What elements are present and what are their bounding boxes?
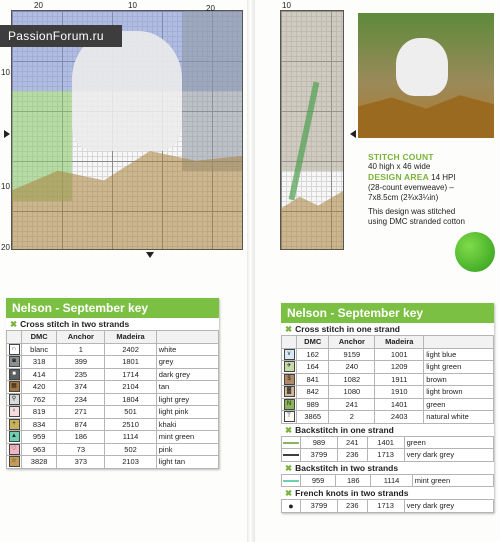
french-knot-icon: ●	[282, 500, 301, 513]
table-row	[282, 361, 494, 374]
symbol-swatch: ◙	[9, 356, 20, 367]
dmc-cell: 162	[297, 348, 329, 361]
axis-number: 10	[1, 182, 10, 191]
madeira-cell: 502	[105, 443, 156, 456]
key-title: Nelson - September key	[6, 298, 219, 318]
color-name-cell: grey	[156, 356, 218, 369]
column-header: DMC	[22, 331, 57, 344]
table-row	[7, 381, 219, 394]
color-name-cell: tan	[156, 381, 218, 394]
color-name-cell: very dark grey	[404, 500, 493, 513]
dmc-cell: 841	[297, 373, 329, 386]
color-name-cell: green	[424, 398, 494, 411]
color-name-cell: mint green	[156, 431, 218, 444]
symbol-swatch: ■	[9, 369, 20, 380]
cross-icon: ✖	[10, 319, 18, 329]
page-gutter	[247, 0, 255, 542]
center-arrow-icon	[4, 130, 10, 138]
column-header	[7, 331, 22, 344]
anchor-cell: 399	[57, 356, 105, 369]
color-name-cell: natural white	[424, 411, 494, 424]
table-row	[282, 436, 494, 449]
key-table-right	[281, 303, 494, 513]
axis-number: 10	[282, 1, 291, 10]
dmc-cell: 414	[22, 368, 57, 381]
dmc-cell: 3799	[301, 449, 338, 462]
madeira-cell: 1001	[375, 348, 424, 361]
table-row	[7, 418, 219, 431]
stitched-design-photo	[358, 13, 494, 138]
dmc-cell: 3828	[22, 456, 57, 469]
column-header: Anchor	[329, 336, 375, 349]
anchor-cell: 1082	[329, 373, 375, 386]
color-name-cell: mint green	[412, 474, 493, 487]
section-heading: ✖ Backstitch in two strands	[285, 462, 399, 473]
section-heading: ✖ Cross stitch in two strands	[10, 319, 130, 329]
table-row	[7, 393, 219, 406]
anchor-cell: 241	[337, 436, 367, 449]
dmc-cell: 3799	[301, 500, 338, 513]
column-header	[156, 331, 218, 344]
thread-table	[281, 436, 494, 462]
anchor-cell: 874	[57, 418, 105, 431]
table-row	[282, 373, 494, 386]
section-heading: ✖ French knots in two strands	[285, 488, 409, 498]
color-name-cell: light grey	[156, 393, 218, 406]
table-row	[7, 443, 219, 456]
stitched-note: This design was stitched using DMC stranded cotton	[368, 207, 465, 226]
column-header	[282, 336, 297, 349]
dmc-cell: 834	[22, 418, 57, 431]
design-area-label: DESIGN AREA	[368, 172, 429, 182]
stitch-count-value: 40 high x 46 wide	[368, 162, 431, 171]
color-name-cell: light tan	[156, 456, 218, 469]
column-header: DMC	[297, 336, 329, 349]
table-row	[7, 431, 219, 444]
design-info	[368, 152, 496, 227]
color-name-cell: pink	[156, 443, 218, 456]
symbol-swatch: ⊤	[284, 411, 295, 422]
axis-number: 10	[128, 1, 137, 10]
madeira-cell: 2103	[105, 456, 156, 469]
color-name-cell: very dark grey	[404, 449, 493, 462]
symbol-swatch: v	[284, 349, 295, 360]
anchor-cell: 271	[57, 406, 105, 419]
color-name-cell: light blue	[424, 348, 494, 361]
anchor-cell: 236	[337, 500, 367, 513]
table-header-row	[7, 331, 219, 344]
column-header: Madeira	[105, 331, 156, 344]
madeira-cell: 1114	[105, 431, 156, 444]
table-row	[7, 406, 219, 419]
wall-region	[182, 11, 242, 171]
table-row	[282, 398, 494, 411]
symbol-swatch: ☆	[9, 456, 20, 467]
cross-icon: ✖	[285, 424, 293, 435]
symbol-swatch: ⚲	[9, 394, 20, 405]
madeira-cell: 1401	[367, 436, 404, 449]
thread-table	[281, 335, 494, 424]
madeira-cell: 2403	[375, 411, 424, 424]
table-row	[282, 386, 494, 399]
anchor-cell: 234	[57, 393, 105, 406]
dmc-cell: 989	[297, 398, 329, 411]
table-row	[282, 411, 494, 424]
madeira-cell: 1114	[371, 474, 412, 487]
anchor-cell: 1	[57, 343, 105, 356]
axis-number: 10	[1, 68, 10, 77]
symbol-swatch: +	[9, 419, 20, 430]
anchor-cell: 235	[57, 368, 105, 381]
anchor-cell: 236	[337, 449, 367, 462]
dmc-cell: 959	[301, 474, 336, 487]
madeira-cell: 2104	[105, 381, 156, 394]
dmc-cell: 164	[297, 361, 329, 374]
symbol-swatch: ▓	[284, 386, 295, 397]
backstitch-line-swatch	[283, 480, 299, 482]
watermark-banner: PassionForum.ru	[0, 25, 122, 47]
symbol-swatch: ▦	[9, 381, 20, 392]
dmc-cell: 420	[22, 381, 57, 394]
color-name-cell: green	[404, 436, 493, 449]
table-row	[282, 449, 494, 462]
color-name-cell: brown	[424, 373, 494, 386]
anchor-cell: 241	[329, 398, 375, 411]
column-header: Anchor	[57, 331, 105, 344]
madeira-cell: 2402	[105, 343, 156, 356]
chart-right	[280, 10, 344, 250]
madeira-cell: 1713	[367, 500, 404, 513]
madeira-cell: 1804	[105, 393, 156, 406]
dmc-cell: 819	[22, 406, 57, 419]
table-row	[282, 474, 494, 487]
madeira-cell: 1713	[367, 449, 404, 462]
table-row	[7, 343, 219, 356]
color-name-cell: light pink	[156, 406, 218, 419]
symbol-swatch: $	[284, 374, 295, 385]
dmc-cell: blanc	[22, 343, 57, 356]
madeira-cell: 1801	[105, 356, 156, 369]
axis-number: 20	[206, 4, 215, 13]
anchor-cell: 73	[57, 443, 105, 456]
backstitch-line-swatch	[283, 442, 299, 444]
dmc-cell: 989	[301, 436, 338, 449]
anchor-cell: 373	[57, 456, 105, 469]
anchor-cell: 1080	[329, 386, 375, 399]
madeira-cell: 501	[105, 406, 156, 419]
madeira-cell: 1910	[375, 386, 424, 399]
table-row	[7, 356, 219, 369]
table-row	[7, 456, 219, 469]
table-row	[7, 368, 219, 381]
dmc-cell: 3865	[297, 411, 329, 424]
thread-table	[281, 474, 494, 488]
symbol-swatch: N	[284, 399, 295, 410]
color-name-cell: light brown	[424, 386, 494, 399]
design-area-size: 7x8.5cm (2¾x3¼in)	[368, 193, 439, 202]
dmc-cell: 963	[22, 443, 57, 456]
table-header-row	[282, 336, 494, 349]
dmc-cell: 842	[297, 386, 329, 399]
section-heading: ✖ Cross stitch in one strand	[285, 324, 400, 334]
cat-region	[72, 31, 182, 151]
madeira-cell: 1714	[105, 368, 156, 381]
color-name-cell: white	[156, 343, 218, 356]
anchor-cell: 9159	[329, 348, 375, 361]
color-name-cell: light green	[424, 361, 494, 374]
madeira-cell: 2510	[105, 418, 156, 431]
dmc-cell: 318	[22, 356, 57, 369]
dmc-cell: 762	[22, 393, 57, 406]
madeira-cell: 1401	[375, 398, 424, 411]
design-area-value: 14 HPI	[431, 173, 456, 182]
center-arrow-icon	[350, 130, 356, 138]
symbol-swatch: ▲	[9, 431, 20, 442]
table-row	[282, 500, 494, 513]
thread-table	[281, 499, 494, 513]
color-name-cell: khaki	[156, 418, 218, 431]
symbol-swatch: ♀	[9, 406, 20, 417]
thread-ball-image	[455, 232, 495, 272]
cross-icon: ✖	[285, 324, 293, 334]
anchor-cell: 240	[329, 361, 375, 374]
dmc-cell: 959	[22, 431, 57, 444]
symbol-swatch: ♡	[9, 444, 20, 455]
table-row	[282, 348, 494, 361]
axis-number: 20	[34, 1, 43, 10]
column-header	[424, 336, 494, 349]
symbol-swatch: ∩	[9, 344, 20, 355]
thread-table	[6, 330, 219, 469]
section-heading: ✖ Backstitch in one strand	[285, 424, 394, 435]
anchor-cell: 2	[329, 411, 375, 424]
backstitch-line-swatch	[283, 454, 299, 456]
key-title: Nelson - September key	[281, 303, 494, 323]
symbol-swatch: ✈	[284, 361, 295, 372]
madeira-cell: 1209	[375, 361, 424, 374]
column-header: Madeira	[375, 336, 424, 349]
leaves-region	[281, 191, 343, 249]
anchor-cell: 186	[57, 431, 105, 444]
photo-dog	[396, 38, 448, 96]
madeira-cell: 1911	[375, 373, 424, 386]
cross-icon: ✖	[285, 462, 293, 473]
color-name-cell: dark grey	[156, 368, 218, 381]
design-area-count: (28-count evenweave) –	[368, 183, 454, 192]
anchor-cell: 374	[57, 381, 105, 394]
axis-number: 20	[1, 243, 10, 252]
anchor-cell: 186	[336, 474, 371, 487]
stitch-count-label: STITCH COUNT	[368, 152, 434, 162]
cross-icon: ✖	[285, 488, 293, 498]
center-arrow-icon	[146, 252, 154, 258]
key-table-left	[6, 298, 219, 469]
